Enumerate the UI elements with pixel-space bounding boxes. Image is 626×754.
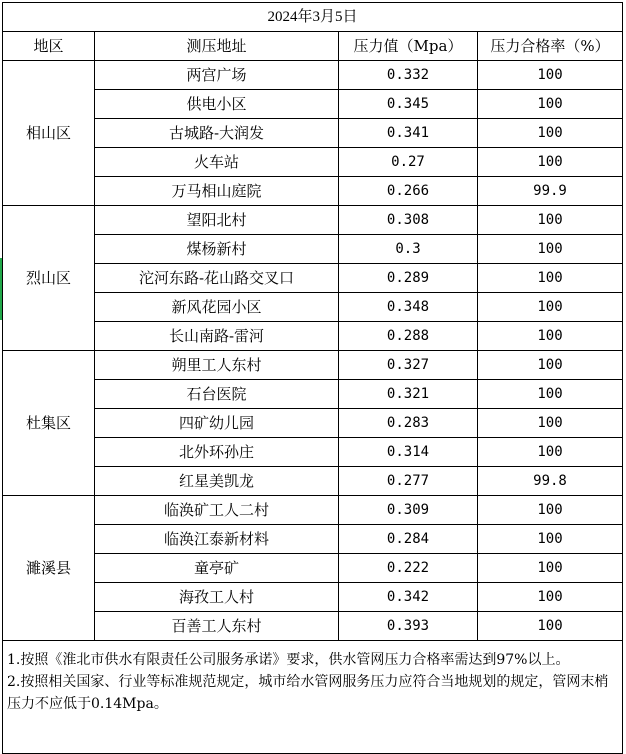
table-row bbox=[3, 293, 623, 322]
address-cell: 两宫广场 bbox=[95, 61, 339, 90]
pressure-cell: 0.288 bbox=[339, 322, 478, 351]
date-row bbox=[3, 3, 623, 32]
rate-cell: 100 bbox=[478, 61, 623, 90]
table-row bbox=[3, 148, 623, 177]
address-cell: 北外环孙庄 bbox=[95, 438, 339, 467]
rate-cell: 100 bbox=[478, 496, 623, 525]
table-row bbox=[3, 61, 623, 90]
address-cell: 海孜工人村 bbox=[95, 583, 339, 612]
rate-cell: 100 bbox=[478, 583, 623, 612]
rate-cell: 100 bbox=[478, 90, 623, 119]
pressure-cell: 0.314 bbox=[339, 438, 478, 467]
rate-cell: 99.8 bbox=[478, 467, 623, 496]
table-row bbox=[3, 206, 623, 235]
header-rate: 压力合格率（%） bbox=[478, 32, 623, 61]
notes-cell bbox=[3, 641, 623, 754]
address-cell: 朔里工人东村 bbox=[95, 351, 339, 380]
pressure-cell: 0.321 bbox=[339, 380, 478, 409]
address-cell: 万马相山庭院 bbox=[95, 177, 339, 206]
table-row bbox=[3, 496, 623, 525]
pressure-cell: 0.342 bbox=[339, 583, 478, 612]
rate-cell: 100 bbox=[478, 206, 623, 235]
address-cell: 临涣江泰新材料 bbox=[95, 525, 339, 554]
notes-row bbox=[3, 641, 623, 754]
rate-cell: 100 bbox=[478, 554, 623, 583]
rate-cell: 100 bbox=[478, 525, 623, 554]
rate-cell: 100 bbox=[478, 148, 623, 177]
rate-cell: 100 bbox=[478, 235, 623, 264]
rate-cell: 100 bbox=[478, 380, 623, 409]
address-cell: 红星美凯龙 bbox=[95, 467, 339, 496]
address-cell: 百善工人东村 bbox=[95, 612, 339, 641]
address-cell: 沱河东路-花山路交叉口 bbox=[95, 264, 339, 293]
address-cell: 煤杨新村 bbox=[95, 235, 339, 264]
table-row bbox=[3, 90, 623, 119]
address-cell: 新风花园小区 bbox=[95, 293, 339, 322]
pressure-cell: 0.222 bbox=[339, 554, 478, 583]
note-text: 1.按照《淮北市供水有限责任公司服务承诺》要求，供水管网压力合格率需达到97%以上。 bbox=[7, 652, 570, 668]
pressure-cell: 0.393 bbox=[339, 612, 478, 641]
address-cell: 长山南路-雷河 bbox=[95, 322, 339, 351]
rate-cell: 100 bbox=[478, 612, 623, 641]
pressure-cell: 0.277 bbox=[339, 467, 478, 496]
pressure-cell: 0.289 bbox=[339, 264, 478, 293]
rate-cell: 99.9 bbox=[478, 177, 623, 206]
table-row bbox=[3, 612, 623, 641]
rate-cell: 100 bbox=[478, 351, 623, 380]
address-cell: 望阳北村 bbox=[95, 206, 339, 235]
pressure-cell: 0.284 bbox=[339, 525, 478, 554]
pressure-cell: 0.283 bbox=[339, 409, 478, 438]
district-cell: 相山区 bbox=[3, 61, 95, 206]
pressure-cell: 0.327 bbox=[339, 351, 478, 380]
note-text: 2.按照相关国家、行业等标准规范规定，城市给水管网服务压力应符合当地规划的规定，管网末梢压力不应低于0.14Mpa。 bbox=[7, 674, 609, 712]
address-cell: 四矿幼儿园 bbox=[95, 409, 339, 438]
table-row bbox=[3, 409, 623, 438]
header-pressure: 压力值（Mpa） bbox=[339, 32, 478, 61]
table-row bbox=[3, 380, 623, 409]
table-row bbox=[3, 554, 623, 583]
rate-cell: 100 bbox=[478, 438, 623, 467]
address-cell: 童亭矿 bbox=[95, 554, 339, 583]
district-cell: 杜集区 bbox=[3, 351, 95, 496]
pressure-cell: 0.345 bbox=[339, 90, 478, 119]
pressure-cell: 0.27 bbox=[339, 148, 478, 177]
address-cell: 临涣矿工人二村 bbox=[95, 496, 339, 525]
address-cell: 火车站 bbox=[95, 148, 339, 177]
rate-cell: 100 bbox=[478, 264, 623, 293]
pressure-cell: 0.309 bbox=[339, 496, 478, 525]
address-cell: 供电小区 bbox=[95, 90, 339, 119]
table-row bbox=[3, 525, 623, 554]
table-row bbox=[3, 177, 623, 206]
pressure-cell: 0.348 bbox=[339, 293, 478, 322]
header-district: 地区 bbox=[3, 32, 95, 61]
table-row bbox=[3, 322, 623, 351]
address-cell: 古城路-大润发 bbox=[95, 119, 339, 148]
rate-cell: 100 bbox=[478, 119, 623, 148]
table-row bbox=[3, 235, 623, 264]
header-address: 测压地址 bbox=[95, 32, 339, 61]
address-cell: 石台医院 bbox=[95, 380, 339, 409]
pressure-cell: 0.332 bbox=[339, 61, 478, 90]
pressure-cell: 0.266 bbox=[339, 177, 478, 206]
table-row bbox=[3, 467, 623, 496]
rate-cell: 100 bbox=[478, 409, 623, 438]
pressure-cell: 0.308 bbox=[339, 206, 478, 235]
rate-cell: 100 bbox=[478, 322, 623, 351]
report-date: 2024年3月5日 bbox=[3, 3, 623, 32]
pressure-cell: 0.341 bbox=[339, 119, 478, 148]
table-row bbox=[3, 119, 623, 148]
pressure-cell: 0.3 bbox=[339, 235, 478, 264]
pressure-table bbox=[2, 2, 623, 754]
district-cell: 烈山区 bbox=[3, 206, 95, 351]
table-row bbox=[3, 351, 623, 380]
header-row bbox=[3, 32, 623, 61]
table-row bbox=[3, 264, 623, 293]
pressure-report-sheet bbox=[2, 2, 622, 754]
district-cell: 濉溪县 bbox=[3, 496, 95, 641]
rate-cell: 100 bbox=[478, 293, 623, 322]
table-row bbox=[3, 583, 623, 612]
table-row bbox=[3, 438, 623, 467]
